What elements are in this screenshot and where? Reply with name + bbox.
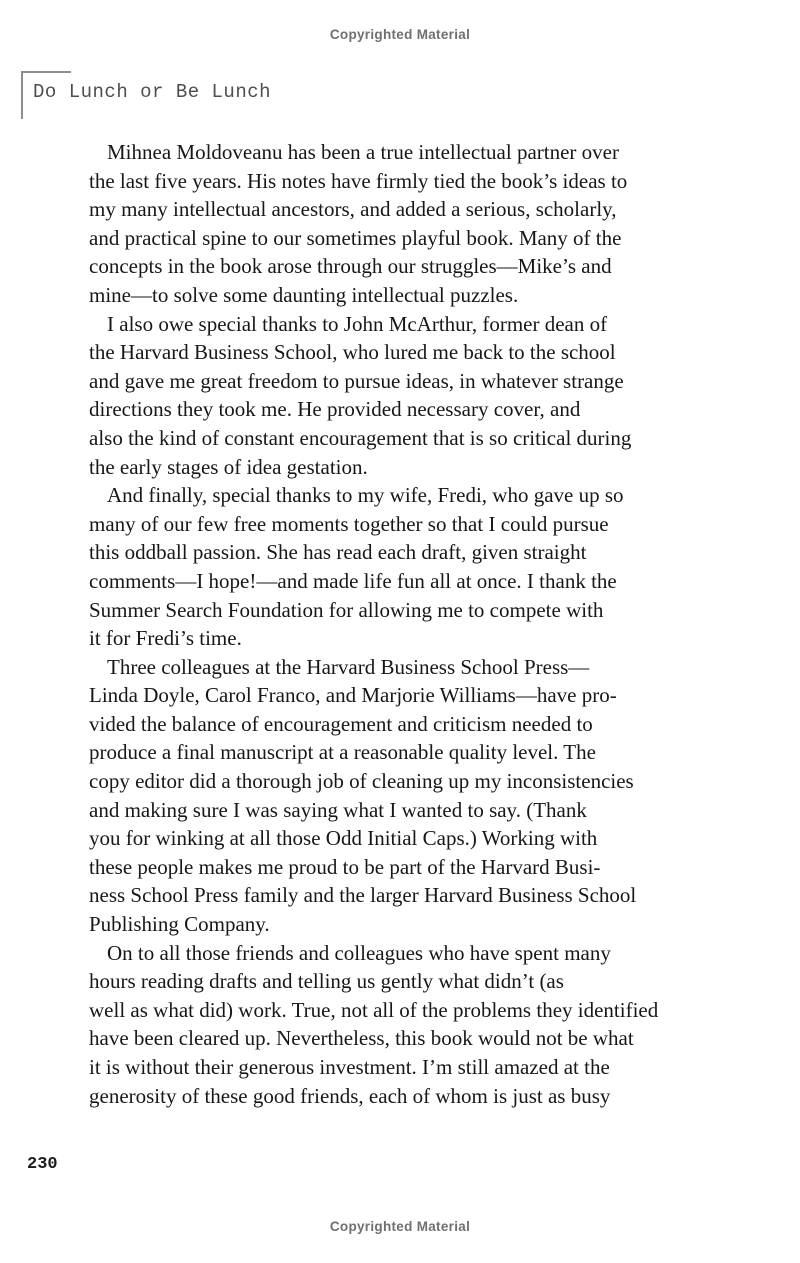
paragraph — [89, 138, 711, 310]
text-line: On to all those friends and colleagues who have spent many — [107, 940, 611, 965]
text-line: copy editor did a thorough job of cleaning up my inconsistencies — [89, 769, 634, 794]
text-line: ness School Press family and the larger Harvard Business School — [89, 883, 637, 908]
text-line: hours reading drafts and telling us gently what didn’t (as — [89, 969, 564, 994]
text-line: it is without their generous investment. I’m still amazed at the — [89, 1055, 610, 1079]
text-line: generosity of these good friends, each of whom is just as busy — [89, 1083, 611, 1108]
text-line: these people makes me proud to be part of the Harvard Busi- — [89, 854, 601, 879]
body-text — [89, 138, 711, 1110]
text-line: many of our few free moments together so that I could pursue — [89, 511, 609, 536]
text-line: And finally, special thanks to my wife, Fredi, who gave up so — [107, 483, 624, 508]
text-line: Mihnea Moldoveanu has been a true intellectual partner over — [107, 140, 619, 164]
text-line: comments—I hope!—and made life fun all at once. I thank the — [89, 568, 617, 593]
text-line: Publishing Company. — [89, 912, 270, 937]
text-line: Linda Doyle, Carol Franco, and Marjorie Williams—have pro- — [89, 683, 617, 708]
text-line: Three colleagues at the Harvard Business School Press— — [107, 654, 590, 679]
text-line: my many intellectual ancestors, and added a serious, scholarly, — [89, 197, 617, 222]
text-line: vided the balance of encouragement and criticism needed to — [89, 711, 593, 736]
text-line: have been cleared up. Nevertheless, this book would not be what — [89, 1026, 634, 1051]
text-line: the last five years. His notes have firmly tied the book’s ideas to — [89, 168, 628, 193]
paragraph — [89, 310, 711, 482]
text-line: and practical spine to our sometimes playful book. Many of the — [89, 225, 622, 250]
copyright-notice-top: Copyrighted Material — [329, 27, 471, 42]
text-line: also the kind of constant encouragement that is so critical during — [89, 425, 632, 450]
text-line: I also owe special thanks to John McArthur, former dean of — [107, 311, 608, 336]
paragraph — [89, 481, 711, 653]
copyright-notice-bottom: Copyrighted Material — [329, 1219, 471, 1234]
text-line: produce a final manuscript at a reasonable quality level. The — [89, 740, 596, 765]
text-line: directions they took me. He provided necessary cover, and — [89, 397, 581, 422]
text-line: mine—to solve some daunting intellectual puzzles. — [89, 282, 519, 307]
text-line: and gave me great freedom to pursue ideas, in whatever strange — [89, 368, 624, 393]
text-line: it for Fredi’s time. — [89, 626, 242, 651]
page-number: 230 — [27, 1155, 58, 1174]
text-line: the Harvard Business School, who lured me back to the school — [89, 340, 616, 365]
text-line: concepts in the book arose through our struggles—Mike’s and — [89, 254, 612, 279]
text-line: you for winking at all those Odd Initial Caps.) Working with — [89, 826, 598, 851]
running-header-title: Do Lunch or Be Lunch — [33, 81, 272, 103]
text-line: well as what did) work. True, not all of the problems they identified — [89, 997, 659, 1022]
paragraph — [89, 653, 711, 939]
text-line: the early stages of idea gestation. — [89, 454, 368, 479]
text-line: this oddball passion. She has read each draft, given straight — [89, 540, 587, 565]
paragraph — [89, 939, 711, 1111]
text-line: and making sure I was saying what I wanted to say. (Thank — [89, 797, 587, 822]
text-line: Summer Search Foundation for allowing me to compete with — [89, 597, 604, 622]
